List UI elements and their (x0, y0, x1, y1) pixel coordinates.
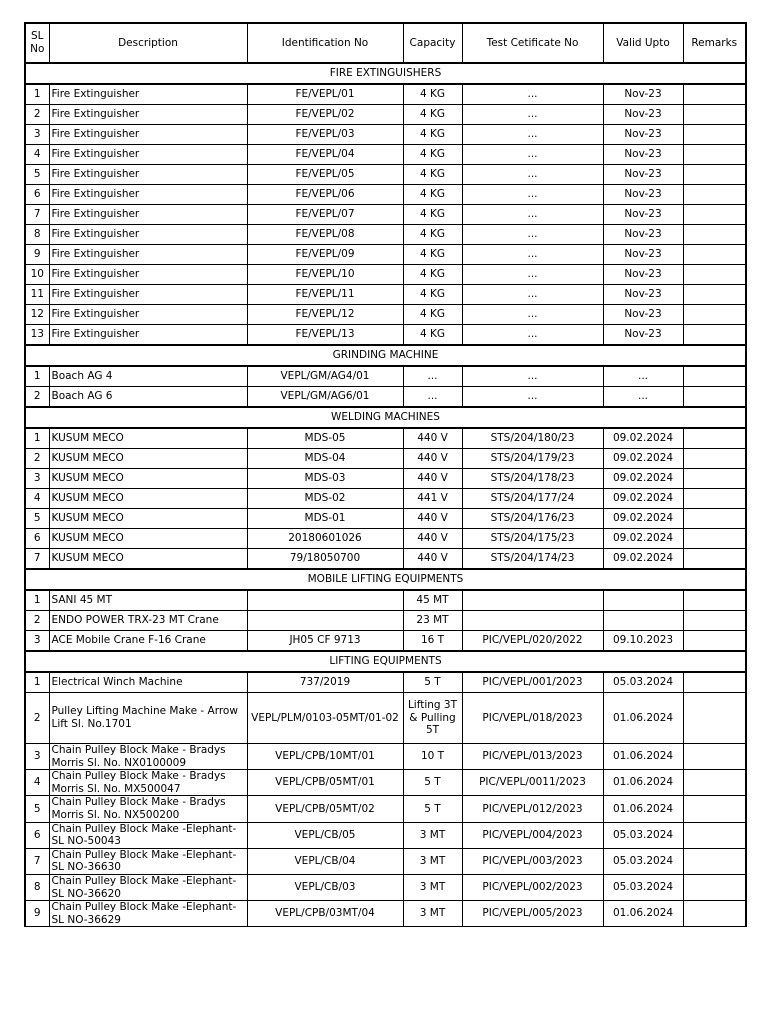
table-row (25, 225, 746, 245)
identification-cell: MDS-03 (247, 469, 403, 489)
sl-cell: 2 (25, 693, 49, 744)
valid-upto-cell: ... (603, 387, 683, 408)
valid-upto-cell: Nov-23 (603, 145, 683, 165)
equipment-register-sheet (24, 22, 745, 927)
table-row (25, 125, 746, 145)
test-certificate-cell: ... (462, 225, 603, 245)
test-certificate-cell: ... (462, 305, 603, 325)
test-certificate-cell: PIC/VEPL/004/2023 (462, 822, 603, 848)
valid-upto-cell: 01.06.2024 (603, 744, 683, 770)
description-cell: Chain Pulley Block Make -Elephant-SL NO-36630 (49, 848, 247, 874)
capacity-cell: 4 KG (403, 84, 462, 105)
table-row (25, 744, 746, 770)
section-title: GRINDING MACHINE (25, 345, 746, 366)
sl-cell: 2 (25, 449, 49, 469)
table-row (25, 590, 746, 611)
capacity-cell: 5 T (403, 796, 462, 822)
valid-upto-cell: ... (603, 366, 683, 387)
valid-upto-cell: Nov-23 (603, 125, 683, 145)
identification-cell: MDS-01 (247, 509, 403, 529)
identification-cell: 737/2019 (247, 672, 403, 693)
remarks-cell (683, 305, 746, 325)
table-row (25, 631, 746, 652)
remarks-cell (683, 366, 746, 387)
capacity-cell: Lifting 3T & Pulling 5T (403, 693, 462, 744)
header-test-certificate: Test Cetificate No (462, 23, 603, 63)
capacity-cell: 4 KG (403, 305, 462, 325)
remarks-cell (683, 469, 746, 489)
sl-cell: 7 (25, 848, 49, 874)
table-row (25, 901, 746, 927)
table-row (25, 325, 746, 346)
sl-cell: 5 (25, 796, 49, 822)
valid-upto-cell: Nov-23 (603, 225, 683, 245)
sl-cell: 8 (25, 874, 49, 900)
table-row (25, 549, 746, 570)
description-cell: Boach AG 4 (49, 366, 247, 387)
header-description: Description (49, 23, 247, 63)
table-row (25, 449, 746, 469)
capacity-cell: 4 KG (403, 265, 462, 285)
remarks-cell (683, 125, 746, 145)
test-certificate-cell: STS/204/178/23 (462, 469, 603, 489)
identification-cell: VEPL/CB/04 (247, 848, 403, 874)
table-body (25, 63, 746, 927)
table-row (25, 105, 746, 125)
description-cell: ACE Mobile Crane F-16 Crane (49, 631, 247, 652)
sl-cell: 2 (25, 611, 49, 631)
identification-cell: VEPL/CPB/05MT/01 (247, 770, 403, 796)
valid-upto-cell: 09.02.2024 (603, 529, 683, 549)
capacity-cell: 5 T (403, 770, 462, 796)
remarks-cell (683, 796, 746, 822)
description-cell: Fire Extinguisher (49, 185, 247, 205)
remarks-cell (683, 744, 746, 770)
remarks-cell (683, 848, 746, 874)
remarks-cell (683, 225, 746, 245)
table-row (25, 693, 746, 744)
identification-cell (247, 611, 403, 631)
description-cell: KUSUM MECO (49, 529, 247, 549)
description-cell: SANI 45 MT (49, 590, 247, 611)
identification-cell: VEPL/CPB/03MT/04 (247, 901, 403, 927)
remarks-cell (683, 245, 746, 265)
identification-cell: FE/VEPL/06 (247, 185, 403, 205)
description-cell: Fire Extinguisher (49, 245, 247, 265)
sl-cell: 9 (25, 245, 49, 265)
sl-cell: 4 (25, 770, 49, 796)
test-certificate-cell: ... (462, 145, 603, 165)
description-cell: Chain Pulley Block Make -Elephant-SL NO-36629 (49, 901, 247, 927)
valid-upto-cell: 09.02.2024 (603, 489, 683, 509)
valid-upto-cell: 09.02.2024 (603, 449, 683, 469)
test-certificate-cell (462, 590, 603, 611)
identification-cell: FE/VEPL/11 (247, 285, 403, 305)
test-certificate-cell: ... (462, 84, 603, 105)
sl-cell: 6 (25, 529, 49, 549)
identification-cell: VEPL/CB/03 (247, 874, 403, 900)
remarks-cell (683, 611, 746, 631)
sl-cell: 5 (25, 509, 49, 529)
remarks-cell (683, 549, 746, 570)
remarks-cell (683, 590, 746, 611)
test-certificate-cell: ... (462, 265, 603, 285)
valid-upto-cell: 01.06.2024 (603, 770, 683, 796)
remarks-cell (683, 509, 746, 529)
valid-upto-cell: Nov-23 (603, 245, 683, 265)
test-certificate-cell: ... (462, 185, 603, 205)
description-cell: Fire Extinguisher (49, 165, 247, 185)
sl-cell: 6 (25, 185, 49, 205)
capacity-cell: 16 T (403, 631, 462, 652)
test-certificate-cell: STS/204/179/23 (462, 449, 603, 469)
header-sl: SL No (25, 23, 49, 63)
sl-cell: 4 (25, 489, 49, 509)
table-row (25, 611, 746, 631)
test-certificate-cell: STS/204/174/23 (462, 549, 603, 570)
capacity-cell: 440 V (403, 449, 462, 469)
sl-cell: 8 (25, 225, 49, 245)
valid-upto-cell: Nov-23 (603, 105, 683, 125)
description-cell: KUSUM MECO (49, 469, 247, 489)
valid-upto-cell: Nov-23 (603, 84, 683, 105)
description-cell: KUSUM MECO (49, 509, 247, 529)
description-cell: Fire Extinguisher (49, 84, 247, 105)
test-certificate-cell: ... (462, 165, 603, 185)
sl-cell: 13 (25, 325, 49, 346)
valid-upto-cell: 05.03.2024 (603, 822, 683, 848)
capacity-cell: 4 KG (403, 125, 462, 145)
valid-upto-cell: Nov-23 (603, 285, 683, 305)
description-cell: Electrical Winch Machine (49, 672, 247, 693)
section-header-row (25, 407, 746, 428)
sl-cell: 7 (25, 549, 49, 570)
valid-upto-cell: 09.02.2024 (603, 549, 683, 570)
table-row (25, 245, 746, 265)
remarks-cell (683, 428, 746, 449)
valid-upto-cell: 09.02.2024 (603, 469, 683, 489)
section-title: WELDING MACHINES (25, 407, 746, 428)
remarks-cell (683, 165, 746, 185)
description-cell: Chain Pulley Block Make - Bradys Morris Sl. No. MX500047 (49, 770, 247, 796)
identification-cell: FE/VEPL/09 (247, 245, 403, 265)
description-cell: KUSUM MECO (49, 489, 247, 509)
section-header-row (25, 569, 746, 590)
identification-cell: JH05 CF 9713 (247, 631, 403, 652)
table-row (25, 205, 746, 225)
table-row (25, 428, 746, 449)
identification-cell: VEPL/PLM/0103-05MT/01-02 (247, 693, 403, 744)
table-row (25, 822, 746, 848)
table-row (25, 489, 746, 509)
capacity-cell: 440 V (403, 469, 462, 489)
table-row (25, 165, 746, 185)
sl-cell: 12 (25, 305, 49, 325)
capacity-cell: 4 KG (403, 105, 462, 125)
remarks-cell (683, 822, 746, 848)
test-certificate-cell: ... (462, 325, 603, 346)
test-certificate-cell: PIC/VEPL/001/2023 (462, 672, 603, 693)
test-certificate-cell: PIC/VEPL/002/2023 (462, 874, 603, 900)
table-row (25, 265, 746, 285)
capacity-cell: 5 T (403, 672, 462, 693)
description-cell: KUSUM MECO (49, 428, 247, 449)
description-cell: Fire Extinguisher (49, 205, 247, 225)
table-row (25, 874, 746, 900)
identification-cell: FE/VEPL/10 (247, 265, 403, 285)
test-certificate-cell: PIC/VEPL/0011/2023 (462, 770, 603, 796)
remarks-cell (683, 105, 746, 125)
valid-upto-cell: Nov-23 (603, 265, 683, 285)
identification-cell: MDS-05 (247, 428, 403, 449)
identification-cell: VEPL/CPB/10MT/01 (247, 744, 403, 770)
sl-cell: 2 (25, 387, 49, 408)
valid-upto-cell: 09.02.2024 (603, 428, 683, 449)
test-certificate-cell: PIC/VEPL/005/2023 (462, 901, 603, 927)
identification-cell: FE/VEPL/05 (247, 165, 403, 185)
header-valid-upto: Valid Upto (603, 23, 683, 63)
test-certificate-cell: ... (462, 125, 603, 145)
test-certificate-cell: PIC/VEPL/012/2023 (462, 796, 603, 822)
description-cell: Chain Pulley Block Make - Bradys Morris Sl. No. NX0100009 (49, 744, 247, 770)
identification-cell: FE/VEPL/03 (247, 125, 403, 145)
table-row (25, 185, 746, 205)
description-cell: Fire Extinguisher (49, 265, 247, 285)
description-cell: Fire Extinguisher (49, 305, 247, 325)
identification-cell: MDS-02 (247, 489, 403, 509)
identification-cell (247, 590, 403, 611)
sl-cell: 1 (25, 428, 49, 449)
table-row (25, 469, 746, 489)
remarks-cell (683, 285, 746, 305)
test-certificate-cell: ... (462, 245, 603, 265)
capacity-cell: 440 V (403, 549, 462, 570)
description-cell: Chain Pulley Block Make -Elephant-SL NO-50043 (49, 822, 247, 848)
identification-cell: 79/18050700 (247, 549, 403, 570)
valid-upto-cell: 01.06.2024 (603, 796, 683, 822)
description-cell: Fire Extinguisher (49, 225, 247, 245)
remarks-cell (683, 631, 746, 652)
table-row (25, 145, 746, 165)
capacity-cell: 4 KG (403, 245, 462, 265)
section-title: LIFTING EQUIPMENTS (25, 651, 746, 672)
remarks-cell (683, 489, 746, 509)
description-cell: Fire Extinguisher (49, 125, 247, 145)
valid-upto-cell: 01.06.2024 (603, 693, 683, 744)
section-header-row (25, 345, 746, 366)
remarks-cell (683, 265, 746, 285)
header-identification: Identification No (247, 23, 403, 63)
test-certificate-cell: STS/204/177/24 (462, 489, 603, 509)
remarks-cell (683, 185, 746, 205)
remarks-cell (683, 325, 746, 346)
remarks-cell (683, 84, 746, 105)
remarks-cell (683, 693, 746, 744)
remarks-cell (683, 529, 746, 549)
sl-cell: 4 (25, 145, 49, 165)
capacity-cell: ... (403, 366, 462, 387)
description-cell: Fire Extinguisher (49, 285, 247, 305)
description-cell: ENDO POWER TRX-23 MT Crane (49, 611, 247, 631)
sl-cell: 1 (25, 672, 49, 693)
test-certificate-cell: STS/204/175/23 (462, 529, 603, 549)
identification-cell: FE/VEPL/07 (247, 205, 403, 225)
remarks-cell (683, 145, 746, 165)
capacity-cell: 3 MT (403, 901, 462, 927)
test-certificate-cell: ... (462, 105, 603, 125)
remarks-cell (683, 874, 746, 900)
remarks-cell (683, 205, 746, 225)
capacity-cell: 440 V (403, 509, 462, 529)
sl-cell: 1 (25, 84, 49, 105)
table-row (25, 529, 746, 549)
table-row (25, 84, 746, 105)
valid-upto-cell: 05.03.2024 (603, 848, 683, 874)
table-row (25, 796, 746, 822)
identification-cell: 20180601026 (247, 529, 403, 549)
valid-upto-cell: 09.10.2023 (603, 631, 683, 652)
test-certificate-cell: PIC/VEPL/003/2023 (462, 848, 603, 874)
description-cell: KUSUM MECO (49, 549, 247, 570)
section-title: FIRE EXTINGUISHERS (25, 63, 746, 84)
valid-upto-cell (603, 611, 683, 631)
sl-cell: 1 (25, 366, 49, 387)
remarks-cell (683, 901, 746, 927)
test-certificate-cell: ... (462, 366, 603, 387)
capacity-cell: 4 KG (403, 145, 462, 165)
identification-cell: FE/VEPL/01 (247, 84, 403, 105)
description-cell: Fire Extinguisher (49, 145, 247, 165)
valid-upto-cell: 01.06.2024 (603, 901, 683, 927)
valid-upto-cell: Nov-23 (603, 205, 683, 225)
identification-cell: FE/VEPL/02 (247, 105, 403, 125)
sl-cell: 3 (25, 744, 49, 770)
sl-cell: 6 (25, 822, 49, 848)
identification-cell: VEPL/CPB/05MT/02 (247, 796, 403, 822)
description-cell: Boach AG 6 (49, 387, 247, 408)
capacity-cell: 4 KG (403, 285, 462, 305)
valid-upto-cell: Nov-23 (603, 325, 683, 346)
capacity-cell: 4 KG (403, 225, 462, 245)
table-row (25, 509, 746, 529)
description-cell: Chain Pulley Block Make -Elephant-SL NO-36620 (49, 874, 247, 900)
sl-cell: 11 (25, 285, 49, 305)
valid-upto-cell: Nov-23 (603, 165, 683, 185)
sl-cell: 5 (25, 165, 49, 185)
valid-upto-cell: Nov-23 (603, 185, 683, 205)
valid-upto-cell: 09.02.2024 (603, 509, 683, 529)
description-cell: Pulley Lifting Machine Make - Arrow Lift Sl. No.1701 (49, 693, 247, 744)
capacity-cell: 4 KG (403, 165, 462, 185)
capacity-cell: 441 V (403, 489, 462, 509)
table-row (25, 285, 746, 305)
identification-cell: FE/VEPL/12 (247, 305, 403, 325)
capacity-cell: 4 KG (403, 185, 462, 205)
section-header-row (25, 651, 746, 672)
description-cell: KUSUM MECO (49, 449, 247, 469)
description-cell: Fire Extinguisher (49, 105, 247, 125)
sl-cell: 3 (25, 631, 49, 652)
test-certificate-cell (462, 611, 603, 631)
test-certificate-cell: ... (462, 285, 603, 305)
test-certificate-cell: STS/204/180/23 (462, 428, 603, 449)
capacity-cell: 3 MT (403, 848, 462, 874)
identification-cell: VEPL/CB/05 (247, 822, 403, 848)
remarks-cell (683, 449, 746, 469)
table-row (25, 305, 746, 325)
test-certificate-cell: PIC/VEPL/013/2023 (462, 744, 603, 770)
valid-upto-cell: 05.03.2024 (603, 874, 683, 900)
remarks-cell (683, 672, 746, 693)
header-capacity: Capacity (403, 23, 462, 63)
capacity-cell: ... (403, 387, 462, 408)
remarks-cell (683, 770, 746, 796)
table-row (25, 387, 746, 408)
test-certificate-cell: PIC/VEPL/018/2023 (462, 693, 603, 744)
sl-cell: 3 (25, 125, 49, 145)
equipment-table (24, 22, 747, 927)
test-certificate-cell: ... (462, 205, 603, 225)
section-title: MOBILE LIFTING EQUIPMENTS (25, 569, 746, 590)
table-row (25, 672, 746, 693)
capacity-cell: 440 V (403, 529, 462, 549)
table-row (25, 848, 746, 874)
identification-cell: VEPL/GM/AG4/01 (247, 366, 403, 387)
capacity-cell: 23 MT (403, 611, 462, 631)
sl-cell: 7 (25, 205, 49, 225)
identification-cell: FE/VEPL/13 (247, 325, 403, 346)
header-row (25, 23, 746, 63)
test-certificate-cell: STS/204/176/23 (462, 509, 603, 529)
capacity-cell: 3 MT (403, 874, 462, 900)
test-certificate-cell: PIC/VEPL/020/2022 (462, 631, 603, 652)
sl-cell: 2 (25, 105, 49, 125)
sl-cell: 10 (25, 265, 49, 285)
sl-cell: 1 (25, 590, 49, 611)
capacity-cell: 4 KG (403, 205, 462, 225)
identification-cell: FE/VEPL/04 (247, 145, 403, 165)
header-remarks: Remarks (683, 23, 746, 63)
description-cell: Chain Pulley Block Make - Bradys Morris Sl. No. NX500200 (49, 796, 247, 822)
capacity-cell: 45 MT (403, 590, 462, 611)
valid-upto-cell: 05.03.2024 (603, 672, 683, 693)
sl-cell: 3 (25, 469, 49, 489)
identification-cell: MDS-04 (247, 449, 403, 469)
table-row (25, 366, 746, 387)
identification-cell: FE/VEPL/08 (247, 225, 403, 245)
capacity-cell: 440 V (403, 428, 462, 449)
valid-upto-cell: Nov-23 (603, 305, 683, 325)
sl-cell: 9 (25, 901, 49, 927)
remarks-cell (683, 387, 746, 408)
identification-cell: VEPL/GM/AG6/01 (247, 387, 403, 408)
test-certificate-cell: ... (462, 387, 603, 408)
description-cell: Fire Extinguisher (49, 325, 247, 346)
capacity-cell: 4 KG (403, 325, 462, 346)
capacity-cell: 10 T (403, 744, 462, 770)
table-row (25, 770, 746, 796)
capacity-cell: 3 MT (403, 822, 462, 848)
section-header-row (25, 63, 746, 84)
valid-upto-cell (603, 590, 683, 611)
